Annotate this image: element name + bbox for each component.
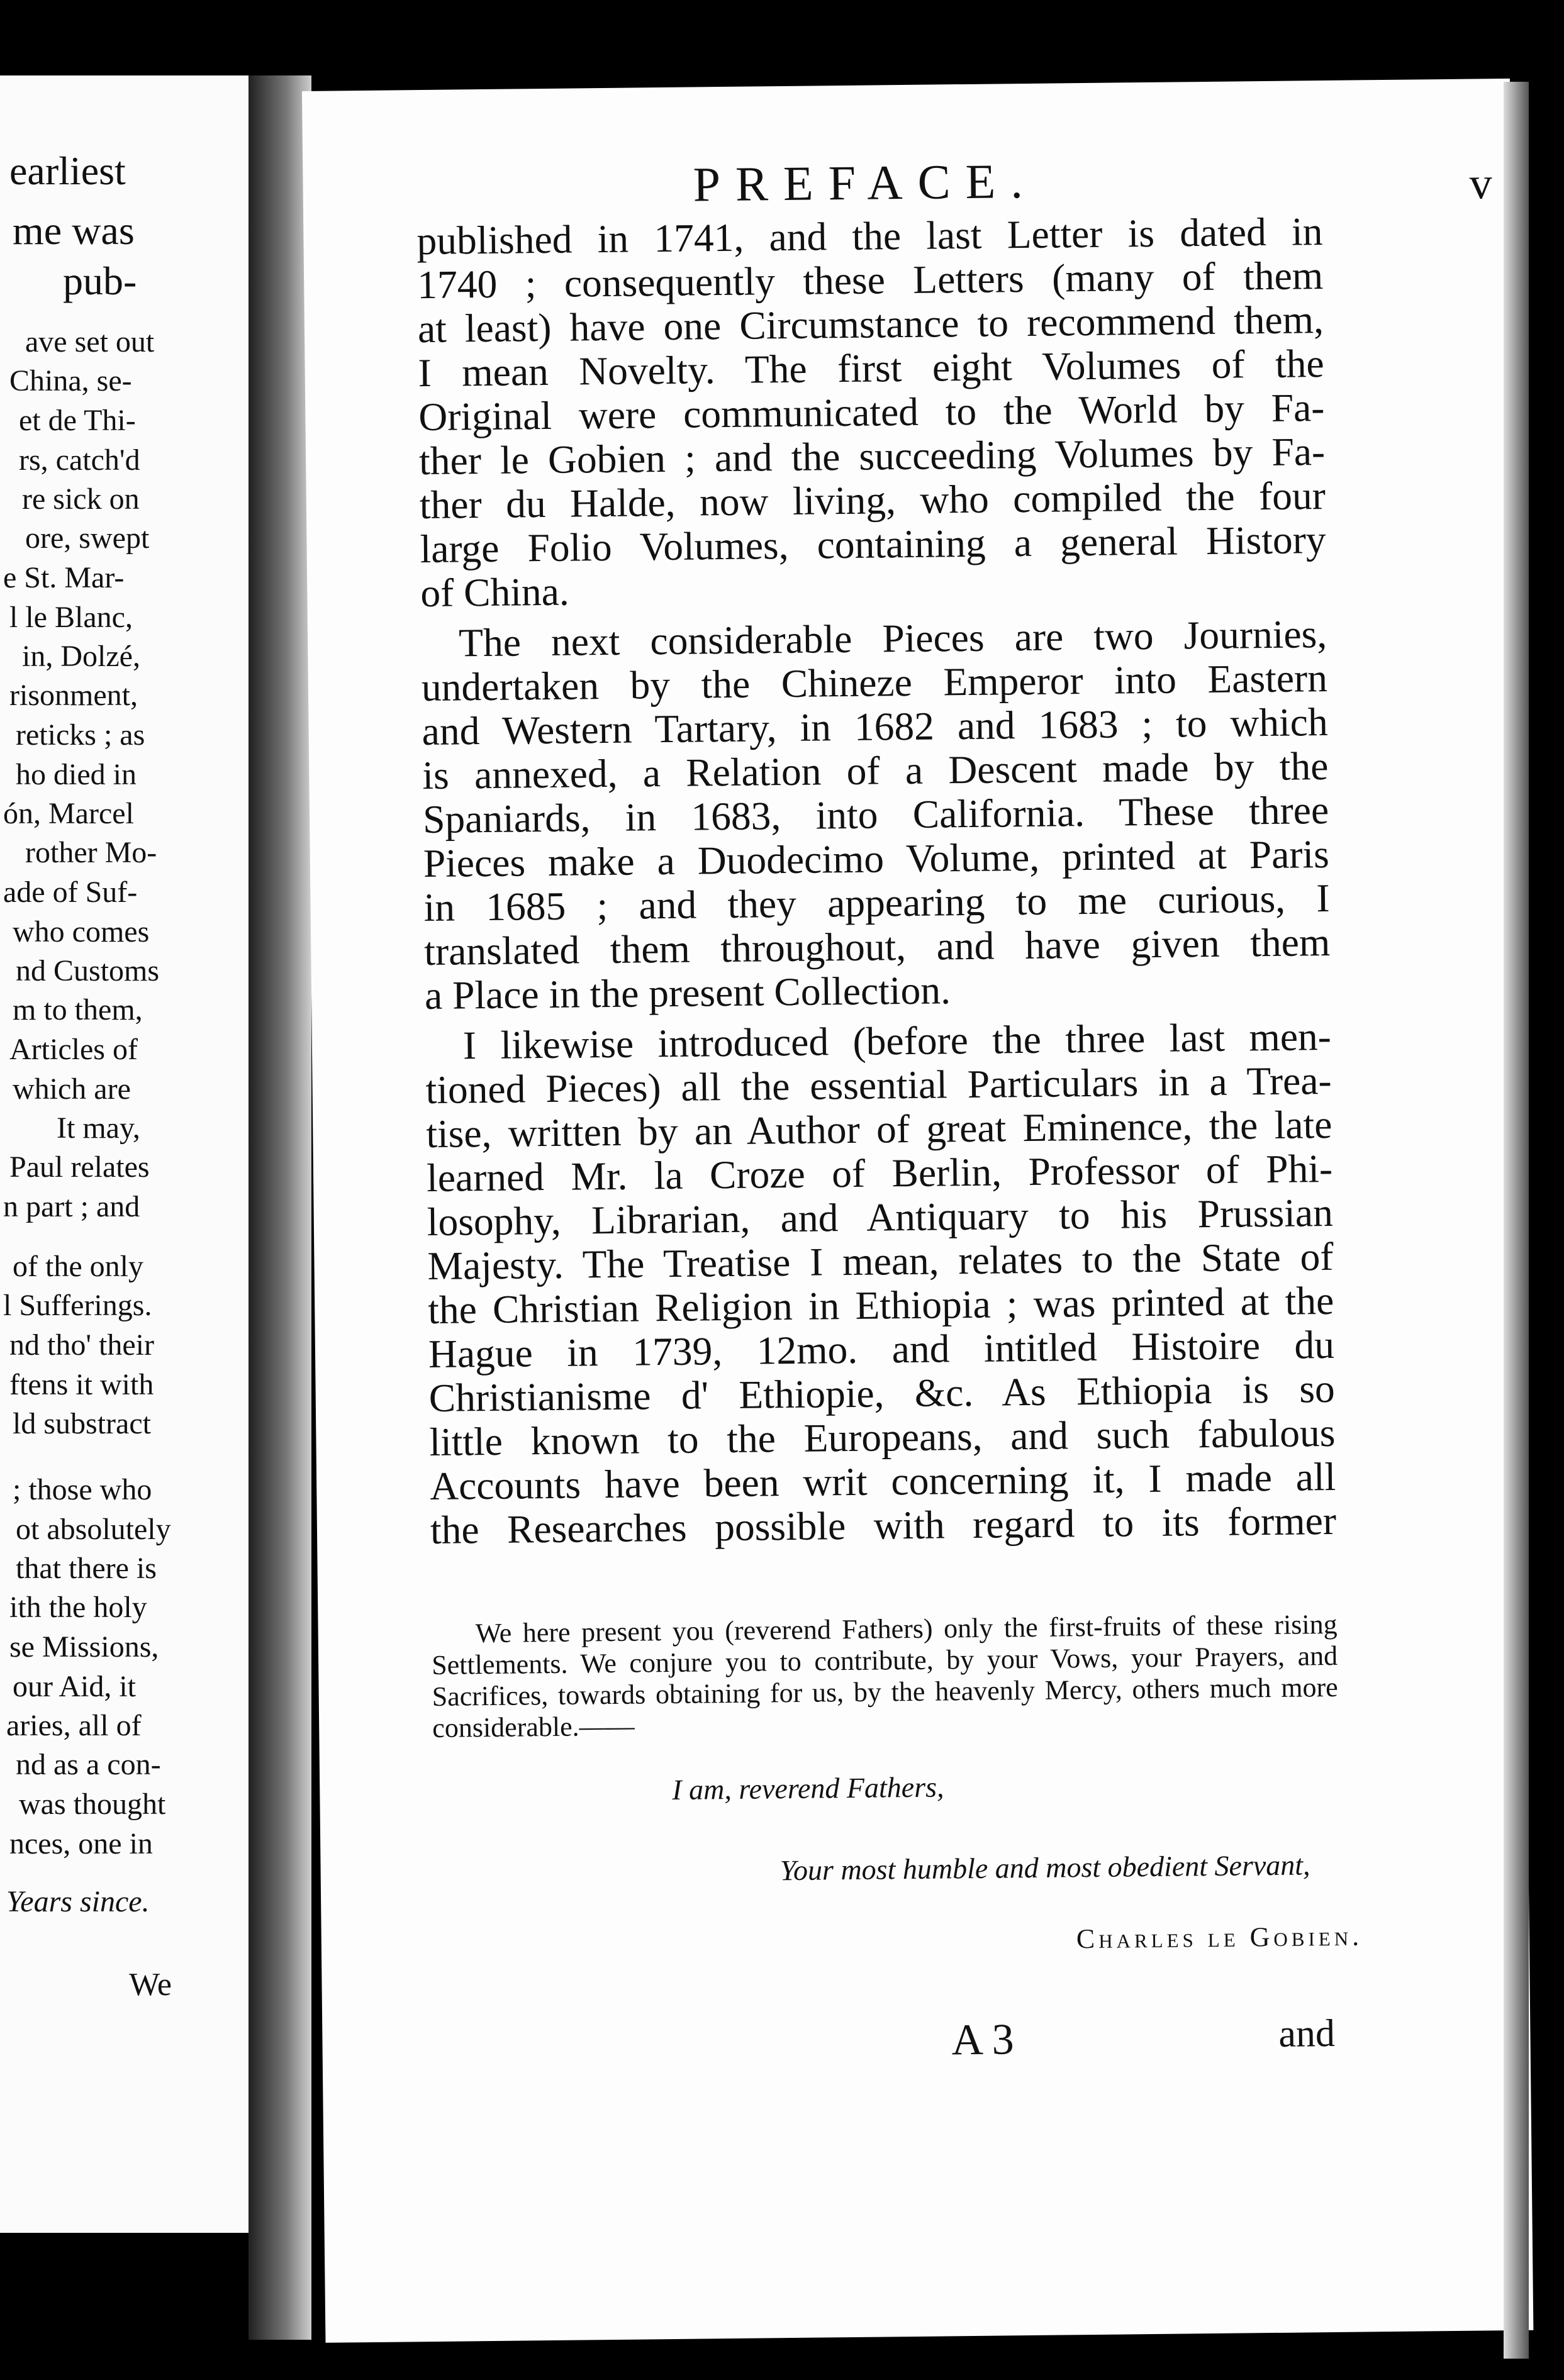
body-line: Pieces make a Duodecimo Volume, printed at Paris [423,831,1330,886]
body-line: Christianisme d' Ethiopie, &c. As Ethiopia is so [428,1365,1336,1420]
printer-signature-mark: A 3 [951,2015,1015,2065]
left-page-line: Paul relates [9,1150,150,1184]
right-page [302,79,1533,2343]
left-catchword: We [129,1967,172,2003]
left-page-line: Articles of [9,1033,138,1066]
body-line: losophy, Librarian, and Antiquary to his Prussian [427,1189,1334,1245]
left-page-line: earliest [9,148,126,193]
body-line: tise, written by an Author of great Eminence, the late [425,1101,1332,1157]
page-number: v [1469,158,1493,209]
left-page-line: n part ; and [3,1190,140,1223]
body-line: large Folio Volumes, containing a general History [420,516,1326,572]
left-page-line: pub- [63,259,137,303]
body-text [416,209,1336,1552]
left-page-line: re sick on [22,482,140,516]
closing-salutation: I am, reverend Fathers, [672,1771,944,1806]
body-line: a Place in the present Collection. [424,967,951,1018]
left-page-line: e St. Mar- [3,561,125,594]
left-page-line: ón, Marcel [3,797,134,830]
body-line: Original were communicated to the World by Fa- [418,385,1325,440]
body-line: Majesty. The Treatise I mean, relates to the State of [427,1233,1334,1289]
left-page-line: rother Mo- [25,836,157,869]
body-line: is annexed, a Relation of a Descent made by the [422,743,1329,798]
left-page-line: ade of Suf- [3,876,138,909]
body-line: in 1685 ; and they appearing to me curious, I [423,875,1330,930]
body-line: little known to the Europeans, and such fabulous [429,1410,1336,1464]
left-page-line: et de Thi- [19,404,136,437]
left-page-line: was thought [19,1788,166,1821]
left-page-line: of the only [13,1250,143,1283]
footnote [431,1609,1338,1744]
body-line: 1740 ; consequently these Letters (many of them [416,253,1324,308]
body-line: at least) have one Circumstance to recommend them, [417,297,1324,352]
footnote-text: We here present you (reverend Fathers) only the first-fruits of these rising Settlements. We conjure you to contribute, by your Vows, your Prayers, and Sacrifices, towards obtaining for us, by the heavenly Mercy, others much more considerable.—— [431,1608,1338,1743]
left-page-line: l Sufferings. [3,1289,152,1322]
left-page-line: ftens it with [9,1368,154,1401]
body-line: ther le Gobien ; and the succeeding Volumes by Fa- [418,429,1326,484]
left-page-line: ; those who [13,1473,152,1506]
left-page-line: nd as a con- [16,1748,161,1781]
left-page-line: who comes [13,915,150,948]
body-line: Accounts have been writ concerning it, I made all [429,1454,1336,1508]
left-page-line: ith the holy [9,1591,147,1624]
running-title: PREFACE. [693,153,1039,212]
left-page-line: ave set out [25,325,155,359]
body-line: and Western Tartary, in 1682 and 1683 ; to which [422,699,1328,754]
left-page-line: ot absolutely [16,1513,171,1546]
left-page-line: ho died in [16,758,137,791]
body-line: tioned Pieces) all the essential Particulars in a Trea- [425,1057,1332,1113]
body-line: undertaken by the Chineze Emperor into Eastern [421,655,1328,710]
body-line: I mean Novelty. The first eight Volumes of the [418,341,1324,396]
body-line: the Researches possible with regard to its former [430,1498,1337,1552]
body-line: learned Mr. la Croze of Berlin, Professor of Phi- [426,1145,1333,1201]
left-page-fragment [0,75,267,2233]
left-page-line: ore, swept [25,521,150,555]
left-page-line: our Aid, it [13,1670,137,1703]
left-page-line: which are [13,1072,131,1106]
left-page-line: aries, all of [6,1709,142,1742]
left-page-line: l le Blanc, [9,601,133,634]
left-page-line: nd tho' their [9,1328,154,1362]
body-line: published in 1741, and the last Letter is dated in [416,209,1323,264]
body-line: I likewise introduced (before the three last men- [462,1013,1332,1068]
left-page-line: Years since. [6,1885,150,1918]
left-page-line: m to them, [13,993,143,1026]
body-line: The next considerable Pieces are two Journies, [458,611,1327,665]
body-line: of China. [420,569,570,616]
body-line: Hague in 1739, 12mo. and intitled Histoire du [428,1321,1335,1377]
left-page-line: that there is [16,1552,157,1585]
left-page-line: reticks ; as [16,718,145,752]
left-page-line: nces, one in [9,1827,153,1860]
closing-valediction: Your most humble and most obedient Servant, [779,1849,1310,1887]
left-page-line: nd Customs [16,954,160,987]
book-gutter [249,75,311,2340]
body-line: translated them throughout, and have given them [423,919,1331,974]
left-page-line: It may, [57,1111,140,1145]
left-page-line: se Missions, [9,1630,159,1664]
body-line: Spaniards, in 1683, into California. These three [422,787,1329,842]
left-page-line: in, Dolzé, [22,640,140,673]
catchword: and [1278,2011,1336,2055]
signature: Charles le Gobien. [1076,1920,1363,1955]
left-page-line: rs, catch'd [19,443,140,477]
body-line: ther du Halde, now living, who compiled the four [419,473,1326,528]
left-page-line: me was [13,208,135,253]
left-page-line: risonment, [9,679,138,712]
left-page-line: ld substract [13,1407,151,1440]
left-page-line: China, se- [9,364,132,398]
page-edge [1504,82,1529,2359]
body-line: the Christian Religion in Ethiopia ; was printed at the [427,1277,1334,1333]
